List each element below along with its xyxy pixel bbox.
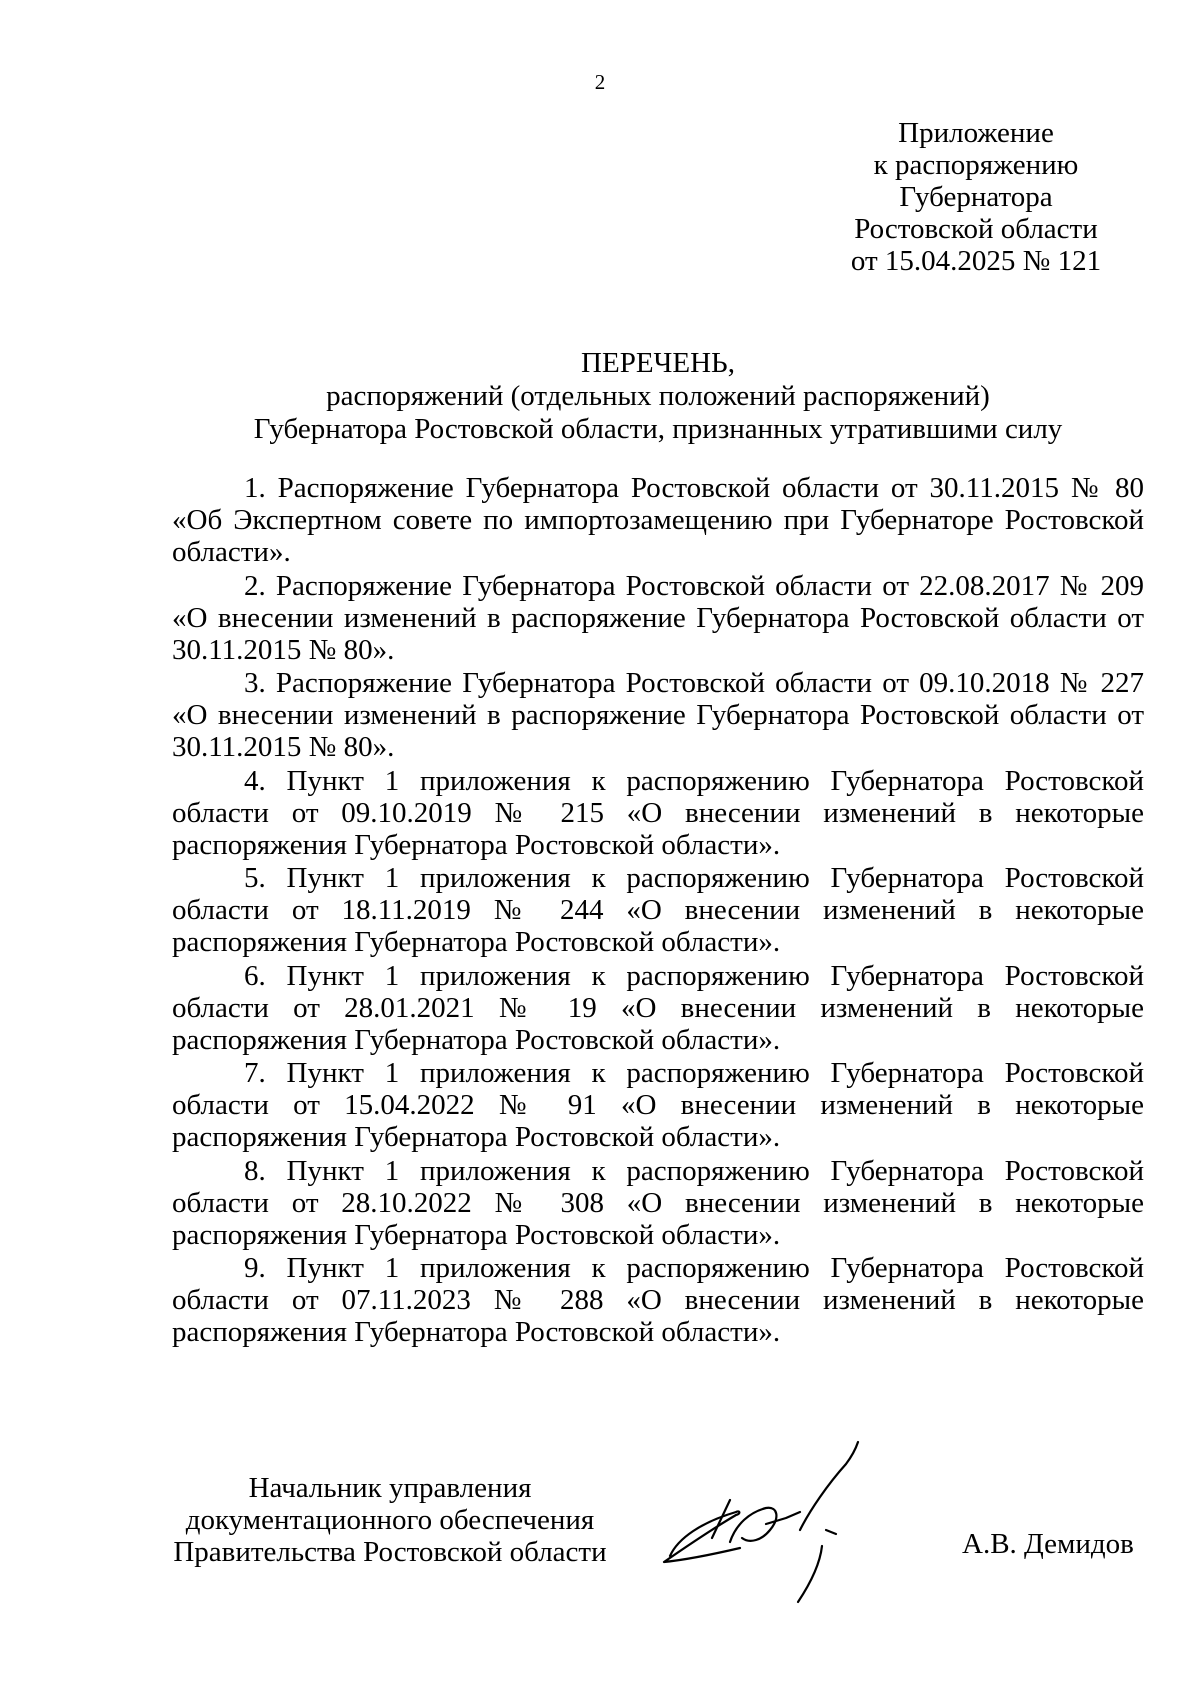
- title-line: Губернатора Ростовской области, признанных утратившими силу: [253, 413, 1063, 445]
- signatory-name: А.В. Демидов: [962, 1528, 1134, 1560]
- appendix-reference: [838, 117, 1114, 277]
- appendix-line: к распоряжению: [873, 149, 1079, 181]
- list-item: 3. Распоряжение Губернатора Ростовской области от 09.10.2018 № 227 «О внесении изменений в распоряжение Губернатора Ростовской области от 30.11.2015 № 80».: [172, 667, 1144, 763]
- list-item: 4. Пункт 1 приложения к распоряжению Губернатора Ростовской области от 09.10.2019 № 215 «О внесении изменений в некоторые распоряжения Губернатора Ростовской области».: [172, 764, 1144, 861]
- page-number: 2: [594, 70, 606, 94]
- position-line: документационного обеспечения: [185, 1504, 595, 1536]
- title-line: распоряжений (отдельных положений распоряжений): [326, 380, 990, 412]
- title-heading: ПЕРЕЧЕНЬ,: [581, 347, 735, 379]
- list-item: 7. Пункт 1 приложения к распоряжению Губернатора Ростовской области от 15.04.2022 № 91 «О внесении изменений в некоторые распоряжения Губернатора Ростовской области».: [172, 1057, 1144, 1153]
- list-item: 8. Пункт 1 приложения к распоряжению Губернатора Ростовской области от 28.10.2022 № 308 «О внесении изменений в некоторые распоряжения Губернатора Ростовской области».: [172, 1154, 1144, 1251]
- list-item: 2. Распоряжение Губернатора Ростовской области от 22.08.2017 № 209 «О внесении изменений в распоряжение Губернатора Ростовской области от 30.11.2015 № 80».: [172, 569, 1144, 666]
- handwritten-signature: [650, 1438, 910, 1608]
- appendix-line: Приложение: [898, 117, 1054, 149]
- items-list: [172, 472, 1144, 1350]
- list-item: 9. Пункт 1 приложения к распоряжению Губернатора Ростовской области от 07.11.2023 № 288 «О внесении изменений в некоторые распоряжения Губернатора Ростовской области».: [172, 1252, 1144, 1348]
- list-item: 6. Пункт 1 приложения к распоряжению Губернатора Ростовской области от 28.01.2021 № 19 «О внесении изменений в некоторые распоряжения Губернатора Ростовской области».: [172, 959, 1144, 1056]
- position-line: Правительства Ростовской области: [173, 1536, 607, 1568]
- position-line: Начальник управления: [248, 1472, 532, 1504]
- list-item: 1. Распоряжение Губернатора Ростовской области от 30.11.2015 № 80 «Об Экспертном совете по импортозамещению при Губернаторе Ростовской области».: [172, 472, 1144, 568]
- list-item: 5. Пункт 1 приложения к распоряжению Губернатора Ростовской области от 18.11.2019 № 244 «О внесении изменений в некоторые распоряжения Губернатора Ростовской области».: [172, 862, 1144, 958]
- document-title: [160, 347, 1156, 446]
- appendix-line: Ростовской области: [854, 213, 1098, 245]
- appendix-line: от 15.04.2025 № 121: [850, 245, 1102, 277]
- appendix-line: Губернатора: [899, 181, 1053, 213]
- signatory-position: [170, 1472, 610, 1568]
